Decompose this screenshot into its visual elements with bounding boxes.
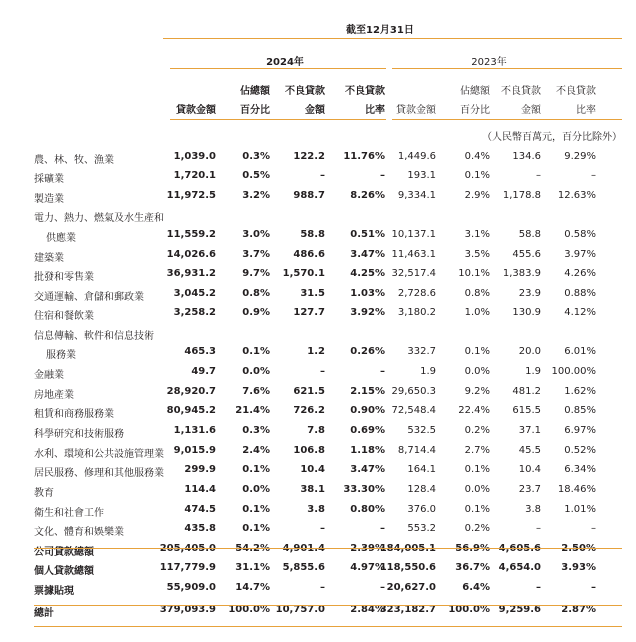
- cell-npl-amount-2024: 4,901.4: [282, 543, 325, 554]
- cell-npl-amount-2023: 130.9: [512, 307, 541, 318]
- column-header-npl-ratio-2024: 不良貸款: [345, 86, 385, 97]
- cell-npl-ratio-2023: 6.01%: [564, 346, 596, 357]
- cell-loan-amount-2024: 435.8: [184, 523, 216, 534]
- cell-loan-amount-2023: 2,728.6: [397, 288, 436, 299]
- cell-loan-amount-2023: 118,550.6: [379, 562, 436, 573]
- cell-share-2023: 0.0%: [464, 366, 490, 377]
- cell-npl-amount-2023: 134.6: [512, 151, 541, 162]
- row-label: 科學研究和技術服務: [34, 429, 124, 440]
- cell-npl-amount-2023: 455.6: [512, 249, 541, 260]
- row-label: 採礦業: [34, 174, 64, 185]
- cell-loan-amount-2024: 11,972.5: [166, 190, 216, 201]
- cell-loan-amount-2023: 1.9: [420, 366, 436, 377]
- cell-share-2024: 0.3%: [242, 151, 270, 162]
- cell-npl-amount-2024: 106.8: [293, 445, 325, 456]
- cell-npl-amount-2024: 31.5: [300, 288, 325, 299]
- row-label: 信息傳輸、軟件和信息技術: [34, 331, 154, 342]
- cell-share-2023: 0.2%: [464, 425, 490, 436]
- cell-npl-ratio-2024: –: [380, 170, 385, 181]
- row-label: 衛生和社會工作: [34, 508, 104, 519]
- cell-share-2024: 0.3%: [242, 425, 270, 436]
- cell-npl-ratio-2024: –: [380, 366, 385, 377]
- cell-npl-amount-2023: 23.7: [518, 484, 541, 495]
- subtotal-rule: [34, 548, 622, 549]
- cell-share-2024: 3.2%: [242, 190, 270, 201]
- cell-npl-amount-2024: 10,757.0: [275, 604, 325, 615]
- cell-npl-ratio-2023: 0.88%: [564, 288, 596, 299]
- cell-share-2024: 0.9%: [242, 307, 270, 318]
- cell-share-2023: 2.9%: [464, 190, 490, 201]
- cell-npl-amount-2023: 10.4: [518, 464, 541, 475]
- cell-npl-ratio-2023: 1.01%: [564, 504, 596, 515]
- column-header-share-2024: 佔總額: [240, 86, 270, 97]
- cell-npl-ratio-2024: 2.84%: [350, 604, 385, 615]
- cell-npl-amount-2024: 7.8: [307, 425, 325, 436]
- cell-share-2024: 31.1%: [235, 562, 270, 573]
- cell-share-2023: 0.4%: [464, 151, 490, 162]
- cell-loan-amount-2024: 1,131.6: [173, 425, 216, 436]
- cell-loan-amount-2024: 117,779.9: [159, 562, 216, 573]
- column-header-share-2023: 百分比: [460, 105, 490, 116]
- cell-npl-ratio-2023: –: [591, 170, 596, 181]
- row-label: 服務業: [46, 350, 76, 361]
- cell-loan-amount-2024: 3,258.2: [173, 307, 216, 318]
- cell-loan-amount-2023: 323,182.7: [379, 604, 436, 615]
- cell-npl-ratio-2023: 0.58%: [564, 229, 596, 240]
- cell-loan-amount-2024: 1,039.0: [173, 151, 216, 162]
- cell-loan-amount-2023: 20,627.0: [386, 582, 436, 593]
- cell-npl-amount-2024: 10.4: [300, 464, 325, 475]
- year-2024-header: 2024年: [266, 57, 304, 68]
- cell-share-2023: 2.7%: [464, 445, 490, 456]
- year-2023-rule: [392, 68, 622, 69]
- cell-npl-amount-2024: 58.8: [300, 229, 325, 240]
- cell-npl-amount-2023: 4,605.6: [498, 543, 541, 554]
- cell-npl-ratio-2023: –: [591, 523, 596, 534]
- cell-share-2024: 3.0%: [242, 229, 270, 240]
- cell-npl-ratio-2023: 4.12%: [564, 307, 596, 318]
- cell-npl-ratio-2024: –: [380, 523, 385, 534]
- cell-npl-amount-2023: 1,383.9: [502, 268, 541, 279]
- cell-npl-amount-2024: –: [320, 366, 325, 377]
- cell-npl-ratio-2024: 0.90%: [350, 405, 385, 416]
- cell-npl-amount-2023: 58.8: [518, 229, 541, 240]
- cell-npl-ratio-2023: 6.34%: [564, 464, 596, 475]
- row-label: 教育: [34, 488, 54, 499]
- cell-loan-amount-2023: 532.5: [407, 425, 436, 436]
- cell-share-2023: 0.1%: [464, 504, 490, 515]
- column-header-rule-2023: [392, 119, 622, 120]
- cell-share-2024: 100.0%: [228, 604, 270, 615]
- row-label: 供應業: [46, 233, 76, 244]
- cell-share-2023: 1.0%: [464, 307, 490, 318]
- cell-npl-ratio-2024: 3.92%: [350, 307, 385, 318]
- row-label: 電力、熱力、燃氣及水生產和: [34, 213, 164, 224]
- cell-npl-ratio-2024: 3.47%: [350, 249, 385, 260]
- column-header-rule-2024: [170, 119, 386, 120]
- cell-loan-amount-2024: 49.7: [191, 366, 216, 377]
- cell-loan-amount-2023: 553.2: [407, 523, 436, 534]
- cell-share-2024: 0.1%: [242, 346, 270, 357]
- column-header-npl-amount-2023: 不良貸款: [501, 86, 541, 97]
- cell-npl-ratio-2023: –: [591, 582, 596, 593]
- cell-loan-amount-2023: 128.4: [407, 484, 436, 495]
- cell-npl-amount-2023: 1.9: [525, 366, 541, 377]
- cell-npl-amount-2024: 5,855.6: [282, 562, 325, 573]
- cell-share-2024: 0.0%: [242, 484, 270, 495]
- cell-loan-amount-2024: 11,559.2: [166, 229, 216, 240]
- column-header-npl-amount-2024: 金額: [305, 105, 325, 116]
- cell-loan-amount-2024: 80,945.2: [166, 405, 216, 416]
- cell-loan-amount-2024: 205,405.0: [159, 543, 216, 554]
- cell-loan-amount-2024: 36,931.2: [166, 268, 216, 279]
- cell-npl-amount-2023: 9,259.6: [498, 604, 541, 615]
- row-label: 票據貼現: [34, 586, 74, 597]
- cell-share-2023: 56.9%: [455, 543, 490, 554]
- cell-loan-amount-2023: 193.1: [407, 170, 436, 181]
- cell-npl-ratio-2023: 12.63%: [557, 190, 596, 201]
- cell-npl-amount-2024: –: [320, 582, 325, 593]
- row-label: 水利、環境和公共設施管理業: [34, 449, 164, 460]
- row-label: 住宿和餐飲業: [34, 311, 94, 322]
- cell-loan-amount-2023: 11,463.1: [391, 249, 436, 260]
- cell-share-2023: 0.2%: [464, 523, 490, 534]
- column-header-share-2024: 百分比: [240, 105, 270, 116]
- column-header-npl-ratio-2024: 比率: [365, 105, 385, 116]
- cell-loan-amount-2023: 72,548.4: [391, 405, 436, 416]
- cell-npl-amount-2024: 988.7: [293, 190, 325, 201]
- cell-npl-amount-2023: 45.5: [518, 445, 541, 456]
- cell-npl-amount-2024: 486.6: [293, 249, 325, 260]
- cell-share-2024: 9.7%: [242, 268, 270, 279]
- cell-npl-ratio-2024: 33.30%: [343, 484, 385, 495]
- cell-loan-amount-2023: 1,449.6: [397, 151, 436, 162]
- cell-loan-amount-2024: 299.9: [184, 464, 216, 475]
- cell-npl-amount-2024: 621.5: [293, 386, 325, 397]
- header-rule: [163, 38, 622, 39]
- cell-npl-amount-2024: 1.2: [307, 346, 325, 357]
- cell-npl-amount-2023: 1,178.8: [502, 190, 541, 201]
- cell-npl-amount-2024: –: [320, 523, 325, 534]
- row-label: 個人貸款總額: [34, 566, 94, 577]
- cell-share-2023: 0.1%: [464, 346, 490, 357]
- column-header-share-2023: 佔總額: [460, 86, 490, 97]
- cell-npl-amount-2024: 1,570.1: [282, 268, 325, 279]
- cell-npl-ratio-2024: 0.26%: [350, 346, 385, 357]
- cell-share-2024: 0.1%: [242, 523, 270, 534]
- cell-npl-amount-2023: –: [536, 523, 541, 534]
- row-label: 公司貸款總額: [34, 547, 94, 558]
- cell-npl-amount-2023: 481.2: [512, 386, 541, 397]
- cell-share-2023: 0.0%: [464, 484, 490, 495]
- unit-note: （人民幣百萬元，百分比除外）: [482, 132, 622, 143]
- row-label: 交通運輸、倉儲和郵政業: [34, 292, 144, 303]
- row-label: 農、林、牧、漁業: [34, 155, 114, 166]
- row-label: 批發和零售業: [34, 272, 94, 283]
- cell-loan-amount-2023: 332.7: [407, 346, 436, 357]
- column-header-npl-ratio-2023: 不良貸款: [556, 86, 596, 97]
- cell-share-2024: 0.1%: [242, 464, 270, 475]
- row-label: 金融業: [34, 370, 64, 381]
- cell-share-2024: 3.7%: [242, 249, 270, 260]
- row-label: 居民服務、修理和其他服務業: [34, 468, 164, 479]
- year-2023-header: 2023年: [471, 57, 507, 68]
- cell-npl-ratio-2023: 4.26%: [564, 268, 596, 279]
- cell-loan-amount-2024: 55,909.0: [166, 582, 216, 593]
- cell-npl-amount-2023: 20.0: [518, 346, 541, 357]
- cell-share-2024: 2.4%: [242, 445, 270, 456]
- column-header-loan-amount-2023: 貸款金額: [396, 105, 436, 116]
- cell-npl-ratio-2024: 0.51%: [350, 229, 385, 240]
- cell-npl-amount-2023: 4,654.0: [498, 562, 541, 573]
- year-2024-rule: [170, 68, 386, 69]
- total-rule: [34, 605, 622, 606]
- period-header: 截至12月31日: [346, 25, 414, 36]
- row-label: 租賃和商務服務業: [34, 409, 114, 420]
- column-header-npl-amount-2024: 不良貸款: [285, 86, 325, 97]
- cell-loan-amount-2024: 114.4: [184, 484, 216, 495]
- cell-npl-ratio-2023: 6.97%: [564, 425, 596, 436]
- cell-share-2023: 22.4%: [458, 405, 490, 416]
- cell-share-2024: 21.4%: [235, 405, 270, 416]
- cell-loan-amount-2023: 32,517.4: [391, 268, 436, 279]
- cell-loan-amount-2024: 1,720.1: [173, 170, 216, 181]
- cell-share-2023: 6.4%: [462, 582, 490, 593]
- cell-npl-ratio-2023: 18.46%: [557, 484, 596, 495]
- cell-share-2023: 36.7%: [455, 562, 490, 573]
- cell-loan-amount-2023: 376.0: [407, 504, 436, 515]
- column-header-loan-amount-2024: 貸款金額: [176, 105, 216, 116]
- cell-share-2024: 0.1%: [242, 504, 270, 515]
- cell-loan-amount-2024: 465.3: [184, 346, 216, 357]
- row-label: 房地產業: [34, 390, 74, 401]
- cell-share-2024: 54.2%: [235, 543, 270, 554]
- cell-share-2023: 0.8%: [464, 288, 490, 299]
- row-label: 文化、體育和娛樂業: [34, 527, 124, 538]
- cell-npl-amount-2023: –: [536, 582, 541, 593]
- cell-npl-ratio-2023: 2.87%: [561, 604, 596, 615]
- cell-loan-amount-2024: 9,015.9: [173, 445, 216, 456]
- bottom-rule: [34, 626, 622, 627]
- cell-npl-ratio-2024: 3.47%: [350, 464, 385, 475]
- cell-loan-amount-2023: 164.1: [407, 464, 436, 475]
- cell-loan-amount-2023: 184,005.1: [379, 543, 436, 554]
- cell-share-2024: 0.8%: [242, 288, 270, 299]
- cell-loan-amount-2024: 3,045.2: [173, 288, 216, 299]
- cell-npl-ratio-2023: 0.52%: [564, 445, 596, 456]
- cell-loan-amount-2023: 8,714.4: [397, 445, 436, 456]
- cell-npl-amount-2024: –: [320, 170, 325, 181]
- cell-share-2024: 7.6%: [242, 386, 270, 397]
- cell-loan-amount-2024: 28,920.7: [166, 386, 216, 397]
- row-label: 製造業: [34, 194, 64, 205]
- cell-npl-ratio-2023: 9.29%: [564, 151, 596, 162]
- cell-share-2024: 14.7%: [235, 582, 270, 593]
- cell-npl-amount-2024: 127.7: [293, 307, 325, 318]
- cell-share-2024: 0.5%: [242, 170, 270, 181]
- cell-npl-ratio-2024: 1.18%: [350, 445, 385, 456]
- cell-loan-amount-2023: 9,334.1: [397, 190, 436, 201]
- cell-npl-ratio-2023: 100.00%: [551, 366, 596, 377]
- cell-share-2023: 0.1%: [464, 464, 490, 475]
- cell-npl-amount-2023: 615.5: [512, 405, 541, 416]
- cell-npl-ratio-2024: 0.80%: [350, 504, 385, 515]
- cell-npl-amount-2024: 38.1: [300, 484, 325, 495]
- cell-npl-ratio-2023: 2.50%: [561, 543, 596, 554]
- cell-share-2024: 0.0%: [242, 366, 270, 377]
- cell-loan-amount-2024: 474.5: [184, 504, 216, 515]
- cell-npl-amount-2024: 726.2: [293, 405, 325, 416]
- cell-npl-ratio-2024: 8.26%: [350, 190, 385, 201]
- cell-npl-ratio-2024: 4.25%: [350, 268, 385, 279]
- column-header-npl-amount-2023: 金額: [521, 105, 541, 116]
- cell-npl-amount-2023: 37.1: [518, 425, 541, 436]
- cell-share-2023: 10.1%: [458, 268, 490, 279]
- cell-npl-ratio-2024: 0.69%: [350, 425, 385, 436]
- cell-npl-ratio-2023: 3.93%: [561, 562, 596, 573]
- row-label: 建築業: [34, 253, 64, 264]
- cell-loan-amount-2024: 379,093.9: [159, 604, 216, 615]
- cell-share-2023: 3.1%: [464, 229, 490, 240]
- column-header-npl-ratio-2023: 比率: [576, 105, 596, 116]
- cell-share-2023: 100.0%: [448, 604, 490, 615]
- cell-loan-amount-2023: 10,137.1: [391, 229, 436, 240]
- cell-share-2023: 9.2%: [464, 386, 490, 397]
- cell-loan-amount-2023: 29,650.3: [391, 386, 436, 397]
- cell-npl-amount-2023: 3.8: [525, 504, 541, 515]
- cell-npl-amount-2024: 122.2: [293, 151, 325, 162]
- row-label: 總計: [34, 608, 54, 619]
- cell-npl-ratio-2024: 2.39%: [350, 543, 385, 554]
- cell-loan-amount-2024: 14,026.6: [166, 249, 216, 260]
- cell-npl-amount-2024: 3.8: [307, 504, 325, 515]
- cell-npl-ratio-2024: 4.97%: [350, 562, 385, 573]
- cell-npl-amount-2023: –: [536, 170, 541, 181]
- cell-npl-ratio-2023: 0.85%: [564, 405, 596, 416]
- cell-npl-amount-2023: 23.9: [518, 288, 541, 299]
- cell-npl-ratio-2024: –: [380, 582, 385, 593]
- cell-npl-ratio-2024: 1.03%: [350, 288, 385, 299]
- cell-npl-ratio-2024: 2.15%: [350, 386, 385, 397]
- cell-share-2023: 0.1%: [464, 170, 490, 181]
- cell-npl-ratio-2024: 11.76%: [343, 151, 385, 162]
- cell-npl-ratio-2023: 1.62%: [564, 386, 596, 397]
- cell-share-2023: 3.5%: [464, 249, 490, 260]
- cell-npl-ratio-2023: 3.97%: [564, 249, 596, 260]
- cell-loan-amount-2023: 3,180.2: [397, 307, 436, 318]
